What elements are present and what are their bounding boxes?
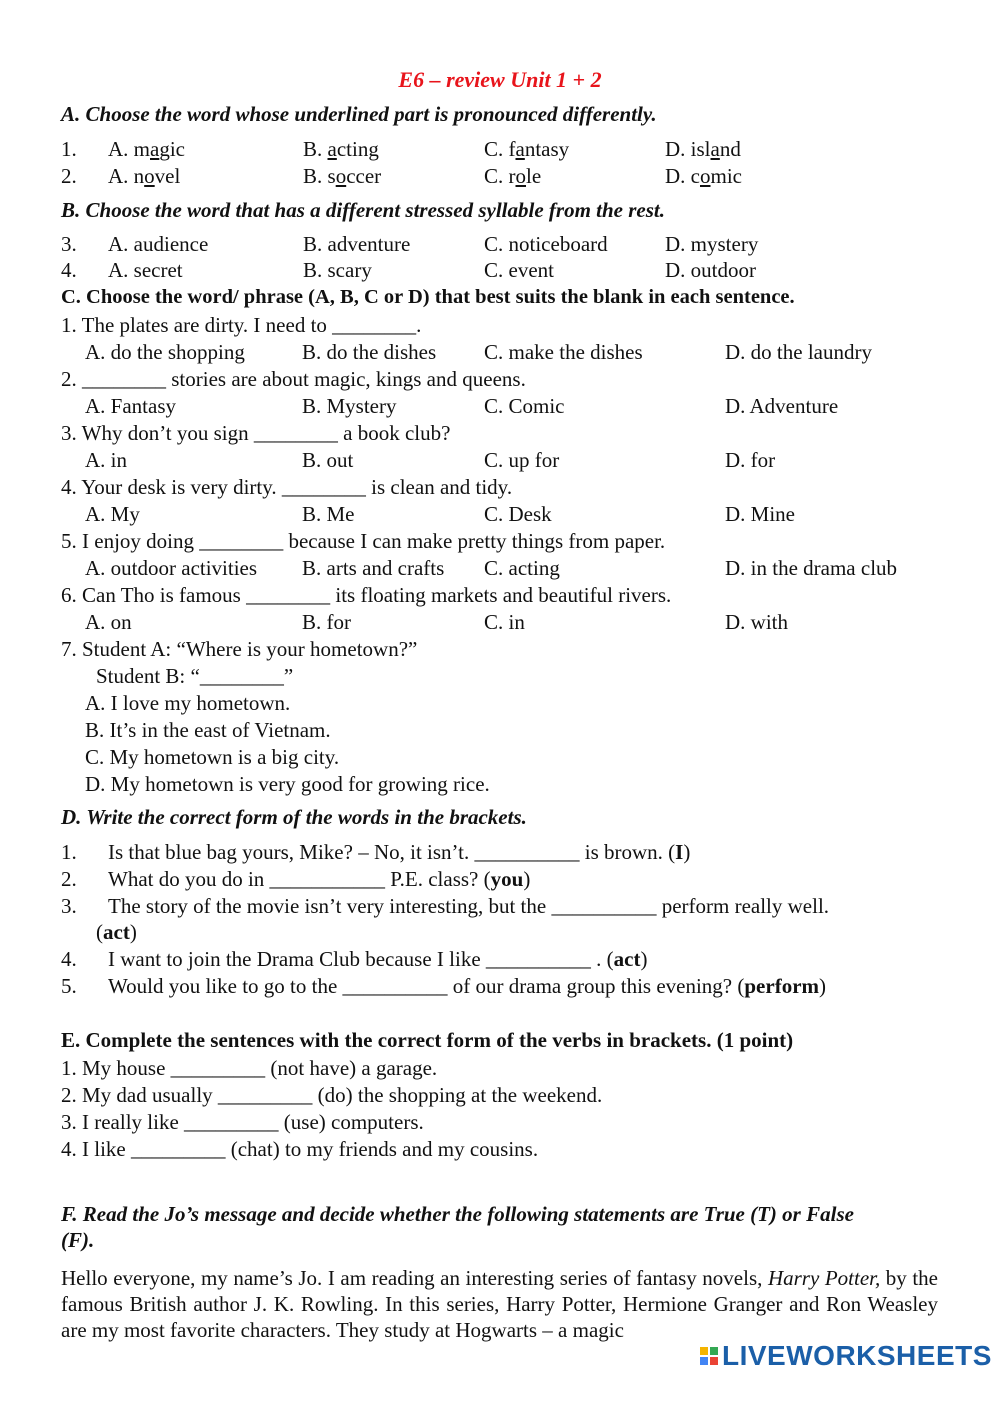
underlined-part: o xyxy=(335,164,347,188)
paragraph-start: Hello everyone, my name’s Jo. I am reading an interesting series of fantasy novels, xyxy=(61,1266,768,1290)
item-number: 5. xyxy=(61,974,77,998)
underlined-part: a xyxy=(150,137,160,161)
option: C. Comic xyxy=(484,394,565,418)
section-d-heading: D. Write the correct form of the words in the brackets. xyxy=(61,805,527,829)
option-suffix: le xyxy=(526,164,542,188)
sentence xyxy=(108,893,829,919)
sentence xyxy=(108,946,647,972)
sentence xyxy=(108,839,690,865)
sentence-text: Would you like to go to the __________ of our drama group this evening? ( xyxy=(108,974,745,998)
option: A. secret xyxy=(108,258,183,282)
bracket-word: perform xyxy=(744,974,820,998)
sentence xyxy=(108,973,826,999)
liveworksheets-logo-icon xyxy=(700,1347,718,1365)
option-prefix: D. c xyxy=(665,164,700,188)
option: D. do the laundry xyxy=(725,340,872,364)
option: C. in xyxy=(484,610,525,634)
question: 5. I enjoy doing ________ because I can make pretty things from paper. xyxy=(61,529,666,553)
question: 4. Your desk is very dirty. ________ is clean and tidy. xyxy=(61,475,513,499)
option: A. on xyxy=(85,610,132,634)
option: B. Me xyxy=(302,502,355,526)
book-title: Harry Potter, xyxy=(767,1266,881,1290)
bracket-word: act xyxy=(613,947,641,971)
option xyxy=(108,136,185,162)
option: D. My hometown is very good for growing rice. xyxy=(85,772,490,796)
option: B. for xyxy=(302,610,351,634)
bracket-word: you xyxy=(490,867,524,891)
sentence-text: Is that blue bag yours, Mike? – No, it isn’t. __________ is brown. ( xyxy=(108,840,676,864)
option-suffix: ccer xyxy=(346,164,382,188)
option: D. Mine xyxy=(725,502,795,526)
paragraph-rest: by the famous British author J. K. Rowling. In this series, Harry Potter, Hermione Granger and Ron Weasley are my most favorite characters. They study at Hogwarts – a magic xyxy=(61,1266,938,1342)
option-suffix: ntasy xyxy=(524,137,570,161)
option-suffix: nd xyxy=(719,137,741,161)
option: C. Desk xyxy=(484,502,552,526)
option: B. do the dishes xyxy=(302,340,437,364)
option-prefix: A. n xyxy=(108,164,145,188)
question-response: Student B: “________” xyxy=(96,664,294,688)
logo-square xyxy=(700,1357,708,1365)
option: D. Adventure xyxy=(725,394,839,418)
bracket-close: ) xyxy=(523,867,531,891)
option: A. Fantasy xyxy=(85,394,176,418)
item-number: 2. xyxy=(61,867,77,891)
page-title: E6 – review Unit 1 + 2 xyxy=(398,67,602,92)
option-prefix: C. f xyxy=(484,137,516,161)
option: C. event xyxy=(484,258,554,282)
underlined-part: o xyxy=(144,164,155,188)
section-b-heading: B. Choose the word that has a different stressed syllable from the rest. xyxy=(61,198,665,222)
option: B. It’s in the east of Vietnam. xyxy=(85,718,331,742)
item-number: 4. xyxy=(61,258,77,282)
option-prefix: C. r xyxy=(484,164,516,188)
option: B. out xyxy=(302,448,354,472)
option: D. with xyxy=(725,610,788,634)
sentence-text: The story of the movie isn’t very interesting, but the __________ perform really well. xyxy=(108,894,830,918)
question: 2. ________ stories are about magic, kings and queens. xyxy=(61,367,526,391)
underlined-part: a xyxy=(327,137,337,161)
underlined-part: o xyxy=(515,164,526,188)
section-f-heading: F. Read the Jo’s message and decide whether the following statements are True (T) or False xyxy=(61,1202,854,1226)
option: D. outdoor xyxy=(665,258,756,282)
option-prefix: D. isl xyxy=(665,137,711,161)
bracket-close: ) xyxy=(129,920,137,944)
sentence: 3. I really like _________ (use) computers. xyxy=(61,1110,424,1134)
option: A. My xyxy=(85,502,140,526)
question: 7. Student A: “Where is your hometown?” xyxy=(61,637,418,661)
logo-square xyxy=(710,1357,718,1365)
option xyxy=(108,163,180,189)
sentence-text: What do you do in ___________ P.E. class? ( xyxy=(108,867,491,891)
bracket-close: ) xyxy=(819,974,827,998)
option: C. acting xyxy=(484,556,560,580)
bracket-word: act xyxy=(103,920,130,944)
option: C. My hometown is a big city. xyxy=(85,745,340,769)
option xyxy=(484,136,569,162)
item-number: 1. xyxy=(61,840,77,864)
underlined-part: a xyxy=(710,137,720,161)
sentence: 2. My dad usually _________ (do) the shopping at the weekend. xyxy=(61,1083,603,1107)
option-suffix: gic xyxy=(159,137,185,161)
sentence xyxy=(108,866,530,892)
option: B. arts and crafts xyxy=(302,556,445,580)
option xyxy=(665,163,742,189)
option: C. noticeboard xyxy=(484,232,608,256)
logo-text: LIVEWORKSHEETS xyxy=(722,1340,992,1371)
sentence: 4. I like _________ (chat) to my friends and my cousins. xyxy=(61,1137,539,1161)
bracket-close: ) xyxy=(640,947,648,971)
option: A. do the shopping xyxy=(85,340,245,364)
option: B. adventure xyxy=(303,232,411,256)
jo-message-paragraph xyxy=(61,1265,938,1343)
option-suffix: cting xyxy=(336,137,379,161)
section-e-heading: E. Complete the sentences with the correct form of the verbs in brackets. (1 point) xyxy=(61,1028,794,1052)
bracket-word: I xyxy=(675,840,684,864)
item-number: 3. xyxy=(61,232,77,256)
option-suffix: mic xyxy=(710,164,742,188)
question: 6. Can Tho is famous ________ its floating markets and beautiful rivers. xyxy=(61,583,672,607)
option: A. I love my hometown. xyxy=(85,691,291,715)
option: B. scary xyxy=(303,258,372,282)
option-prefix: B. s xyxy=(303,164,336,188)
option: D. mystery xyxy=(665,232,759,256)
option: D. in the drama club xyxy=(725,556,898,580)
option xyxy=(665,136,741,162)
item-number: 4. xyxy=(61,947,77,971)
item-number: 2. xyxy=(61,164,77,188)
option xyxy=(303,163,381,189)
underlined-part: a xyxy=(515,137,525,161)
section-f-heading-cont: (F). xyxy=(61,1228,95,1252)
option: A. outdoor activities xyxy=(85,556,258,580)
option: C. up for xyxy=(484,448,560,472)
item-number: 1. xyxy=(61,137,77,161)
option-prefix: B. xyxy=(303,137,328,161)
logo-square xyxy=(710,1347,718,1355)
bracket-open: ( xyxy=(96,920,103,944)
logo-square xyxy=(700,1347,708,1355)
option xyxy=(484,163,541,189)
option: A. audience xyxy=(108,232,209,256)
option xyxy=(303,136,379,162)
sentence-continued xyxy=(96,919,137,945)
option: D. for xyxy=(725,448,776,472)
section-c-heading: C. Choose the word/ phrase (A, B, C or D) that best suits the blank in each sentence. xyxy=(61,286,795,308)
question: 3. Why don’t you sign ________ a book club? xyxy=(61,421,451,445)
sentence-text: I want to join the Drama Club because I like __________ . ( xyxy=(108,947,614,971)
option: B. Mystery xyxy=(302,394,397,418)
option: C. make the dishes xyxy=(484,340,643,364)
bracket-close: ) xyxy=(683,840,691,864)
section-a-heading: A. Choose the word whose underlined part is pronounced differently. xyxy=(61,102,657,126)
option: A. in xyxy=(85,448,127,472)
sentence: 1. My house _________ (not have) a garage. xyxy=(61,1056,438,1080)
liveworksheets-logo xyxy=(700,1340,992,1372)
option-suffix: vel xyxy=(154,164,181,188)
item-number: 3. xyxy=(61,894,77,918)
question: 1. The plates are dirty. I need to ________. xyxy=(61,313,422,337)
underlined-part: o xyxy=(700,164,711,188)
option-prefix: A. m xyxy=(108,137,150,161)
